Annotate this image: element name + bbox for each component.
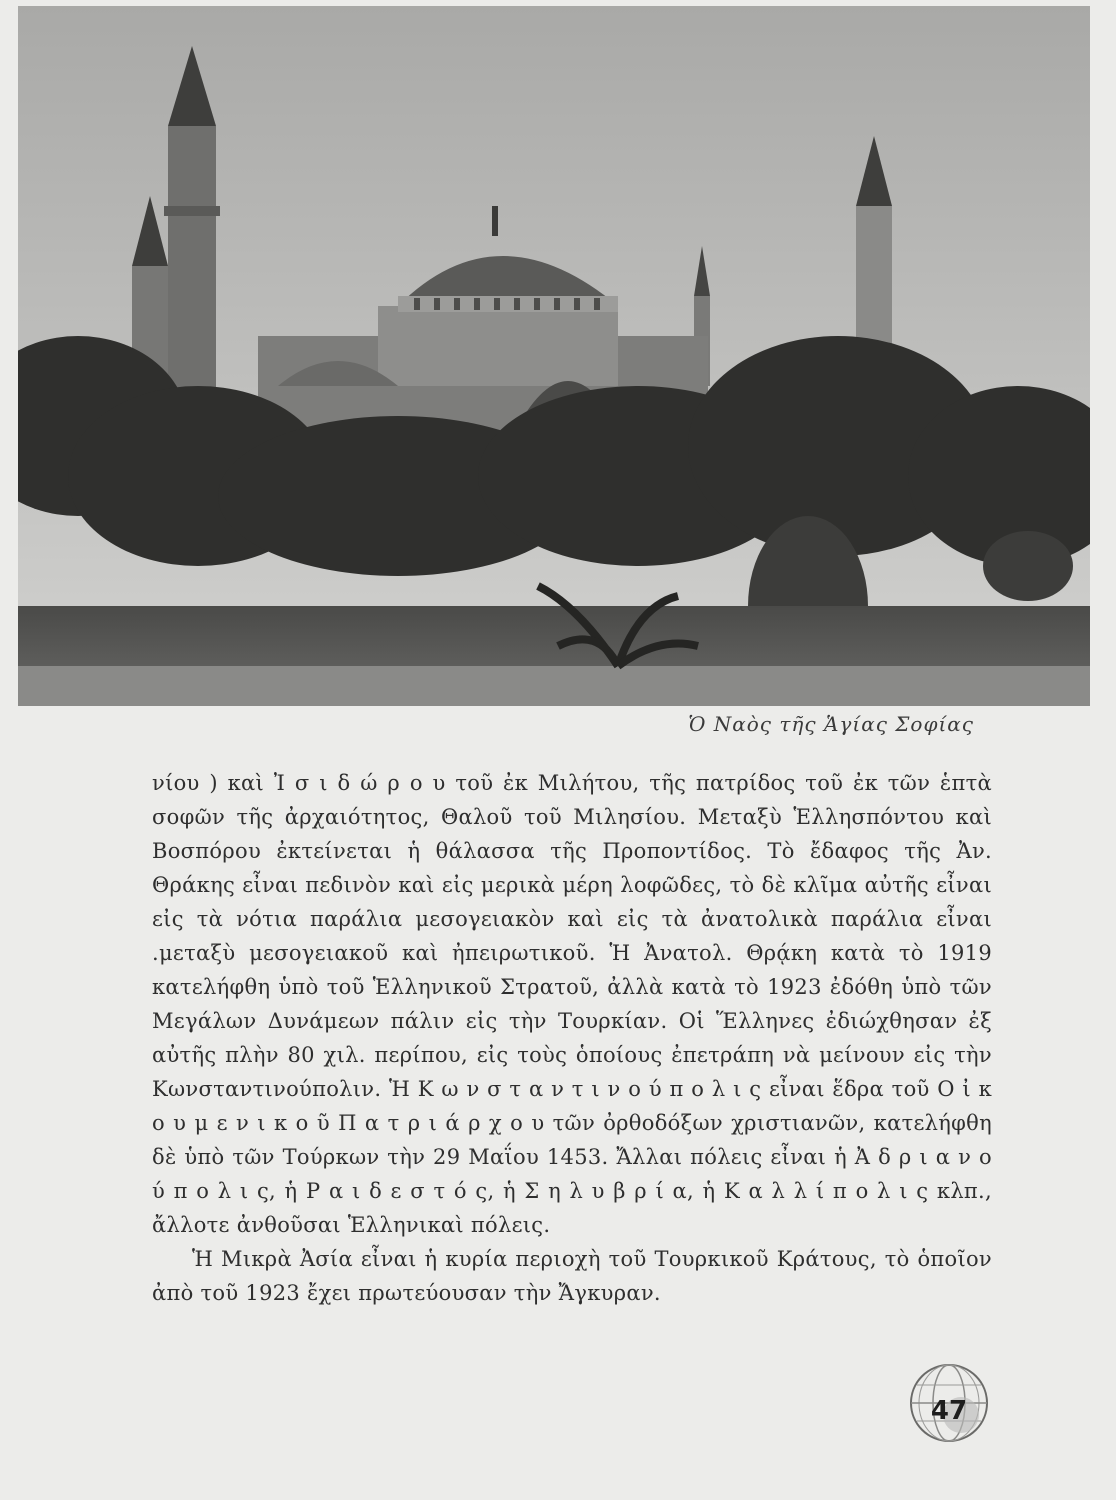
paragraph: Ἡ Μικρὰ Ἀσία εἶναι ἡ κυρία περιοχὴ τοῦ Τουρκικοῦ Κράτους, τὸ ὁποῖον ἀπὸ τοῦ 1923 ἔχει πρωτεύουσαν τὴν Ἄγκυραν. bbox=[152, 1247, 992, 1305]
page-number: 47 bbox=[930, 1396, 968, 1426]
photo-caption: Ὁ Ναὸς τῆς Ἁγίας Σοφίας bbox=[688, 712, 974, 736]
paragraph: νίου ) καὶ Ἰ σ ι δ ώ ρ ο υ τοῦ ἐκ Μιλήτου, τῆς πατρίδος τοῦ ἐκ τῶν ἑπτὰ σοφῶν τῆς ἀρχαιότητος, Θαλοῦ τοῦ Μιλησίου. Μεταξὺ Ἑλλησπόντου καὶ Βοσπόρου ἐκτείνεται ἡ θάλασσα τῆς Προποντίδος. Τὸ ἔδαφος τῆς Ἀν. Θράκης εἶναι πεδινὸν καὶ εἰς μερικὰ μέρη λοφῶδες, τὸ δὲ κλῖμα αὐτῆς εἶναι εἰς τὰ νότια παράλια μεσογειακὸν καὶ εἰς τὰ ἀνατολικὰ παράλια εἶναι .μεταξὺ μεσογειακοῦ καὶ ἠπειρωτικοῦ. Ἡ Ἀνατολ. Θρᾴκη κατὰ τὸ 1919 κατελήφθη ὑπὸ τοῦ Ἑλληνικοῦ Στρατοῦ, ἀλλὰ κατὰ τὸ 1923 ἐδόθη ὑπὸ τῶν Μεγάλων Δυνάμεων πάλιν εἰς τὴν Τουρκίαν. Οἱ Ἕλληνες ἐδιώχθησαν ἐξ αὐτῆς πλὴν 80 χιλ. περίπου, εἰς τοὺς ὁποίους ἐπετράπη νὰ μείνουν εἰς τὴν Κωνσταντινούπολιν. Ἡ Κ ω ν σ τ α ν τ ι ν ο ύ π ο λ ι ς εἶναι ἕδρα τοῦ Ο ἰ κ ο υ μ ε ν ι κ ο ῦ Π α τ ρ ι ά ρ χ ο υ τῶν ὀρθοδόξων χριστιανῶν, κατελήφθη δὲ ὑπὸ τῶν Τούρκων τὴν 29 Μαΐου 1453. Ἄλλαι πόλεις εἶναι ἡ Ἀ δ ρ ι α ν ο ύ π ο λ ι ς, ἡ Ρ α ι δ ε σ τ ό ς, ἡ Σ η λ υ β ρ ί α, ἡ Κ α λ λ ί π ο λ ι ς κλπ., ἄλλοτε ἀνθοῦσαι Ἑλληνικαὶ πόλεις. bbox=[152, 771, 992, 1237]
body-text bbox=[152, 766, 992, 1310]
photo-illustration bbox=[18, 6, 1090, 706]
hagia-sophia-photo bbox=[18, 6, 1090, 706]
